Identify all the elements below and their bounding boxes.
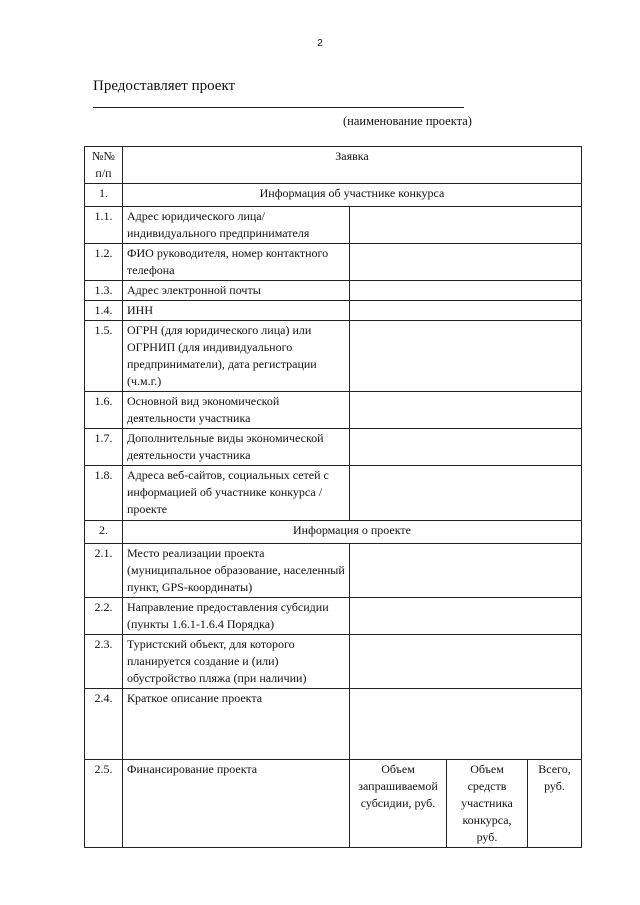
section-num: 1. (85, 184, 123, 207)
section-header-row (85, 521, 582, 544)
row-label: Основной вид экономической деятельности участника (123, 392, 350, 429)
row-value-field[interactable] (350, 301, 582, 321)
row-label: Адрес электронной почты (123, 281, 350, 301)
row-num: 1.7. (85, 429, 123, 466)
row-label: ФИО руководителя, номер контактного телефона (123, 244, 350, 281)
row-num: 2.2. (85, 598, 123, 635)
table-row (85, 598, 582, 635)
section-title: Информация об участнике конкурса (123, 184, 582, 207)
row-num: 1.8. (85, 466, 123, 521)
row-num: 2.3. (85, 635, 123, 689)
row-label: ОГРН (для юридического лица) или ОГРНИП (для индивидуального предприниматели), дата регистрации (ч.м.г.) (123, 321, 350, 392)
table-row (85, 635, 582, 689)
section-num: 2. (85, 521, 123, 544)
row-value-field[interactable] (350, 635, 582, 689)
row-value-field[interactable] (350, 244, 582, 281)
row-num: 1.5. (85, 321, 123, 392)
provides-project-label: Предоставляет проект (93, 78, 236, 94)
row-label: Направление предоставления субсидии (пункты 1.6.1-1.6.4 Порядка) (123, 598, 350, 635)
page-number: 2 (317, 38, 323, 49)
row-value-field[interactable] (350, 321, 582, 392)
application-table (84, 146, 582, 848)
row-num: 2.4. (85, 689, 123, 760)
table-row (85, 429, 582, 466)
row-value-field[interactable] (350, 392, 582, 429)
table-row (85, 544, 582, 598)
table-header-row (85, 147, 582, 184)
row-label: Туристский объект, для которого планируется создание и (или) обустройство пляжа (при наличии) (123, 635, 350, 689)
row-num: 1.6. (85, 392, 123, 429)
row-num: 1.1. (85, 207, 123, 244)
financing-participant-funds[interactable]: Объем средств участника конкурса, руб. (447, 760, 528, 848)
row-num: 1.3. (85, 281, 123, 301)
row-label: ИНН (123, 301, 350, 321)
header-num-line2: п/п (95, 166, 112, 180)
financing-row (85, 760, 582, 848)
row-value-field[interactable] (350, 466, 582, 521)
table-row (85, 244, 582, 281)
project-name-caption: (наименование проекта) (343, 114, 472, 128)
table-row (85, 466, 582, 521)
table-row (85, 281, 582, 301)
row-label: Краткое описание проекта (123, 689, 350, 760)
row-num: 1.4. (85, 301, 123, 321)
financing-label: Финансирование проекта (123, 760, 350, 848)
section-header-row (85, 184, 582, 207)
table-row (85, 207, 582, 244)
row-label: Дополнительные виды экономической деятельности участника (123, 429, 350, 466)
table-row (85, 301, 582, 321)
row-num: 1.2. (85, 244, 123, 281)
row-label: Место реализации проекта (муниципальное образование, населенный пункт, GPS-координаты) (123, 544, 350, 598)
financing-requested-subsidy[interactable]: Объем запрашиваемой субсидии, руб. (350, 760, 447, 848)
header-num-cell (85, 147, 123, 184)
table-row (85, 321, 582, 392)
row-value-field[interactable] (350, 207, 582, 244)
project-name-line[interactable] (93, 107, 464, 108)
row-label: Адреса веб-сайтов, социальных сетей с информацией об участнике конкурса / проекте (123, 466, 350, 521)
row-num: 2.1. (85, 544, 123, 598)
row-value-field[interactable] (350, 598, 582, 635)
table-row (85, 689, 582, 760)
financing-num: 2.5. (85, 760, 123, 848)
table-row (85, 392, 582, 429)
row-value-field[interactable] (350, 689, 582, 760)
row-value-field[interactable] (350, 544, 582, 598)
section-title: Информация о проекте (123, 521, 582, 544)
header-num-line1: №№ (92, 149, 115, 163)
financing-total[interactable]: Всего, руб. (528, 760, 582, 848)
header-title: Заявка (123, 147, 582, 184)
row-value-field[interactable] (350, 429, 582, 466)
row-label: Адрес юридического лица/ индивидуального предпринимателя (123, 207, 350, 244)
row-value-field[interactable] (350, 281, 582, 301)
